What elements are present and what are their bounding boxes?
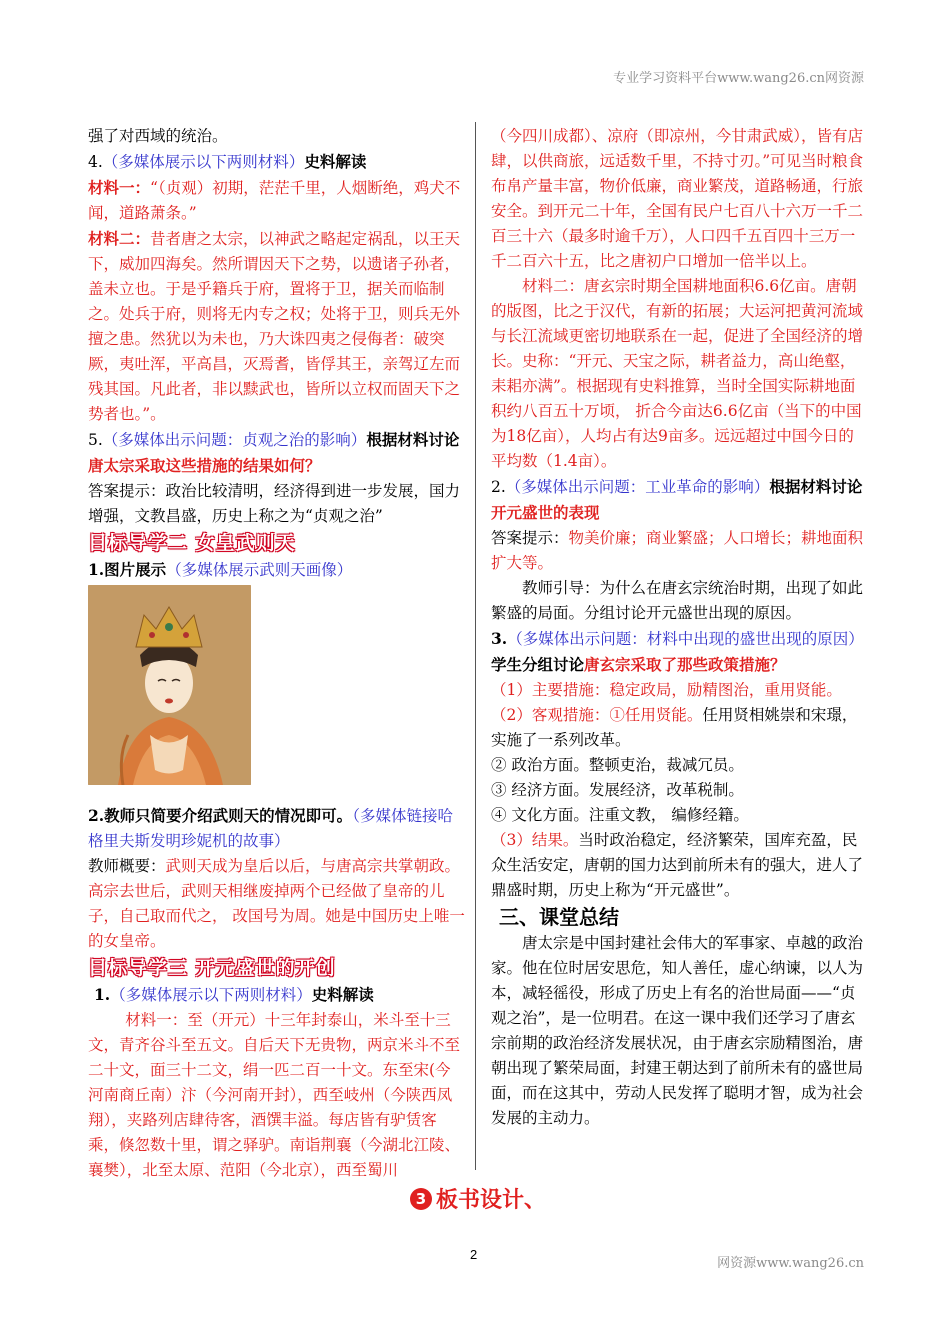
- item-1-kaiyuan: 1.（多媒体展示以下两则材料）史料解读: [94, 985, 374, 1004]
- paragraph: 强了对西域的统治。: [88, 127, 228, 145]
- answer-hint: 答案提示：政治比较清明，经济得到进一步发展，国力增强，文教昌盛，历史上称之为“贞观之治”: [88, 482, 461, 525]
- question-3: 3.（多媒体出示问题：材料中出现的盛世出现的原因）学生分组讨论唐玄宗采取了那些政策措施？: [491, 629, 864, 674]
- teacher-summary: 教师概要：武则天成为皇后以后，与唐高宗共掌朝政。高宗去世后，武则天相继废掉两个已经做了皇帝的儿子，自己取而代之， 改国号为周。她是中国历史上唯一的女皇帝。: [88, 857, 465, 950]
- footer-source: 网资源www.wang26.cn: [717, 1256, 864, 1271]
- question-2: 2.（多媒体出示问题：工业革命的影响）根据材料讨论开元盛世的表现: [491, 477, 863, 522]
- board-title: 板书设计、: [436, 1188, 547, 1213]
- measure-6: （3）结果。当时政治稳定，经济繁荣，国库充盈，民众生活安定，唐朝的国力达到前所未有的强大，进人了鼎盛时期，历史上称为“开元盛世”。: [491, 831, 864, 899]
- summary-title: 三、课堂总结: [499, 905, 619, 929]
- circle-number: 3: [410, 1188, 432, 1210]
- kaiyuan-material-2: 材料二：唐玄宗时期全国耕地面积6.6亿亩。唐朝的版图，比之于汉代，有新的拓展；大运河把黄河流域与长江流域更密切地联系在一起，促进了全国经济的增长。史称：“开元、天宝之际，耕者益力，高山绝壑，耒耜亦满”。根据现有史料推算，当时全国实际耕地面积约八百五十万顷， 折合今亩达6.6亿亩（当下的中国为18亿亩），人均占有达9亩多。远远超过中国今日的平均数（1.4亩）。: [491, 277, 864, 470]
- kaiyuan-material-1: 材料一：至（开元）十三年封泰山，米斗至十三文，青齐谷斗至五文。自后天下无贵物，两京米斗不至二十文，面三十二文，绢一匹二百一十文。东至宋(今河南商丘南）汴（今河南开封），西至岐州（今陕西凤翔），夹路列店肆待客，酒馔丰溢。每店皆有驴赁客乘，倏忽数十里，谓之驿驴。南诣荆襄（今湖北江陵、襄樊），北至太原、范阳（今北京），西至蜀川: [88, 1011, 461, 1179]
- left-column: [88, 124, 466, 1183]
- item-4: 4.（多媒体展示以下两则材料）史料解读: [88, 152, 367, 171]
- picture-label: 1.图片展示（多媒体展示武则天画像）: [88, 560, 353, 579]
- column-divider: [475, 122, 476, 1170]
- measure-2: （2）客观措施：①任用贤能。任用贤相姚崇和宋璟，实施了一系列改革。: [491, 706, 858, 749]
- target-heading-2: 目标导学二 女皇武则天: [88, 532, 296, 554]
- summary-text: 唐太宗是中国封建社会伟大的军事家、卓越的政治家。他在位时居安思危，知人善任，虚心纳谏，以人为本，减轻徭役，形成了历史上有名的治世局面——“贞观之治”，是一位明君。在这一课中我们还学习了唐玄宗前期的政治经济发展状况，由于唐玄宗励精图治，唐朝出现了繁荣局面，封建王朝达到了前所未有的盛世局面，而在这其中，劳动人民发挥了聪明才智，成为社会发展的主动力。: [491, 934, 864, 1127]
- material-2: 材料二：昔者唐之太宗，以神武之略起定祸乱，以王天下，威加四海矣。然所谓因天下之势，以遗诸子孙者，盖未立也。于是乎籍兵于府，置将于卫，据关而临制之。处兵于府，则将无内专之权；处将于卫，则兵无外擅之患。然犹以为未也，乃大诛四夷之侵侮者：破突厥，夷吐浑，平高昌，灭焉耆，皆俘其王，亲驾辽左而残其国。凡此者，非以黩武也，皆所以立权而固天下之势者也。”。: [88, 229, 461, 423]
- teacher-guide: 教师引导：为什么在唐玄宗统治时期，出现了如此繁盛的局面。分组讨论开元盛世出现的原因。: [491, 579, 864, 622]
- measure-5: ④ 文化方面。注重文教， 编修经籍。: [491, 806, 749, 824]
- header-source: 专业学习资料平台www.wang26.cn网资源: [613, 71, 864, 86]
- target-heading-3: 目标导学三 开元盛世的开创: [88, 957, 336, 979]
- board-design-heading: [410, 1183, 546, 1214]
- wu-zetian-portrait: [88, 585, 251, 785]
- right-column: [491, 124, 865, 1131]
- question-5: 5.（多媒体出示问题：贞观之治的影响）根据材料讨论唐太宗采取这些措施的结果如何？: [88, 430, 460, 475]
- kaiyuan-material-1-cont: （今四川成都）、凉府（即凉州，今甘肃武威），皆有店肆，以供商旅，远适数千里，不持寸刃。”可见当时粮食布帛产量丰富，物价低廉，商业繁茂，道路畅通，行旅安全。到开元二十年，全国有民户七百八十六万一千二百三十六（最多时逾千万），人口四千五百四十三万一千二百六十五，比之唐初户口增加一倍半以上。: [491, 127, 864, 270]
- measure-3: ② 政治方面。整顿吏治，裁减冗员。: [491, 756, 744, 774]
- answer-hint-2: 答案提示：物美价廉；商业繁盛；人口增长；耕地面积扩大等。: [491, 529, 864, 572]
- page-number: 2: [470, 1247, 478, 1262]
- material-1: 材料一：“（贞观）初期，茫茫千里，人烟断绝，鸡犬不闻，道路萧条。”: [88, 178, 461, 222]
- measure-1: （1）主要措施：稳定政局，励精图治，重用贤能。: [491, 681, 842, 699]
- portrait-illustration: [88, 585, 251, 785]
- teacher-intro: 2.教师只简要介绍武则天的情况即可。（多媒体链接哈格里夫斯发明珍妮机的故事）: [88, 806, 453, 850]
- measure-4: ③ 经济方面。发展经济，改革税制。: [491, 781, 744, 799]
